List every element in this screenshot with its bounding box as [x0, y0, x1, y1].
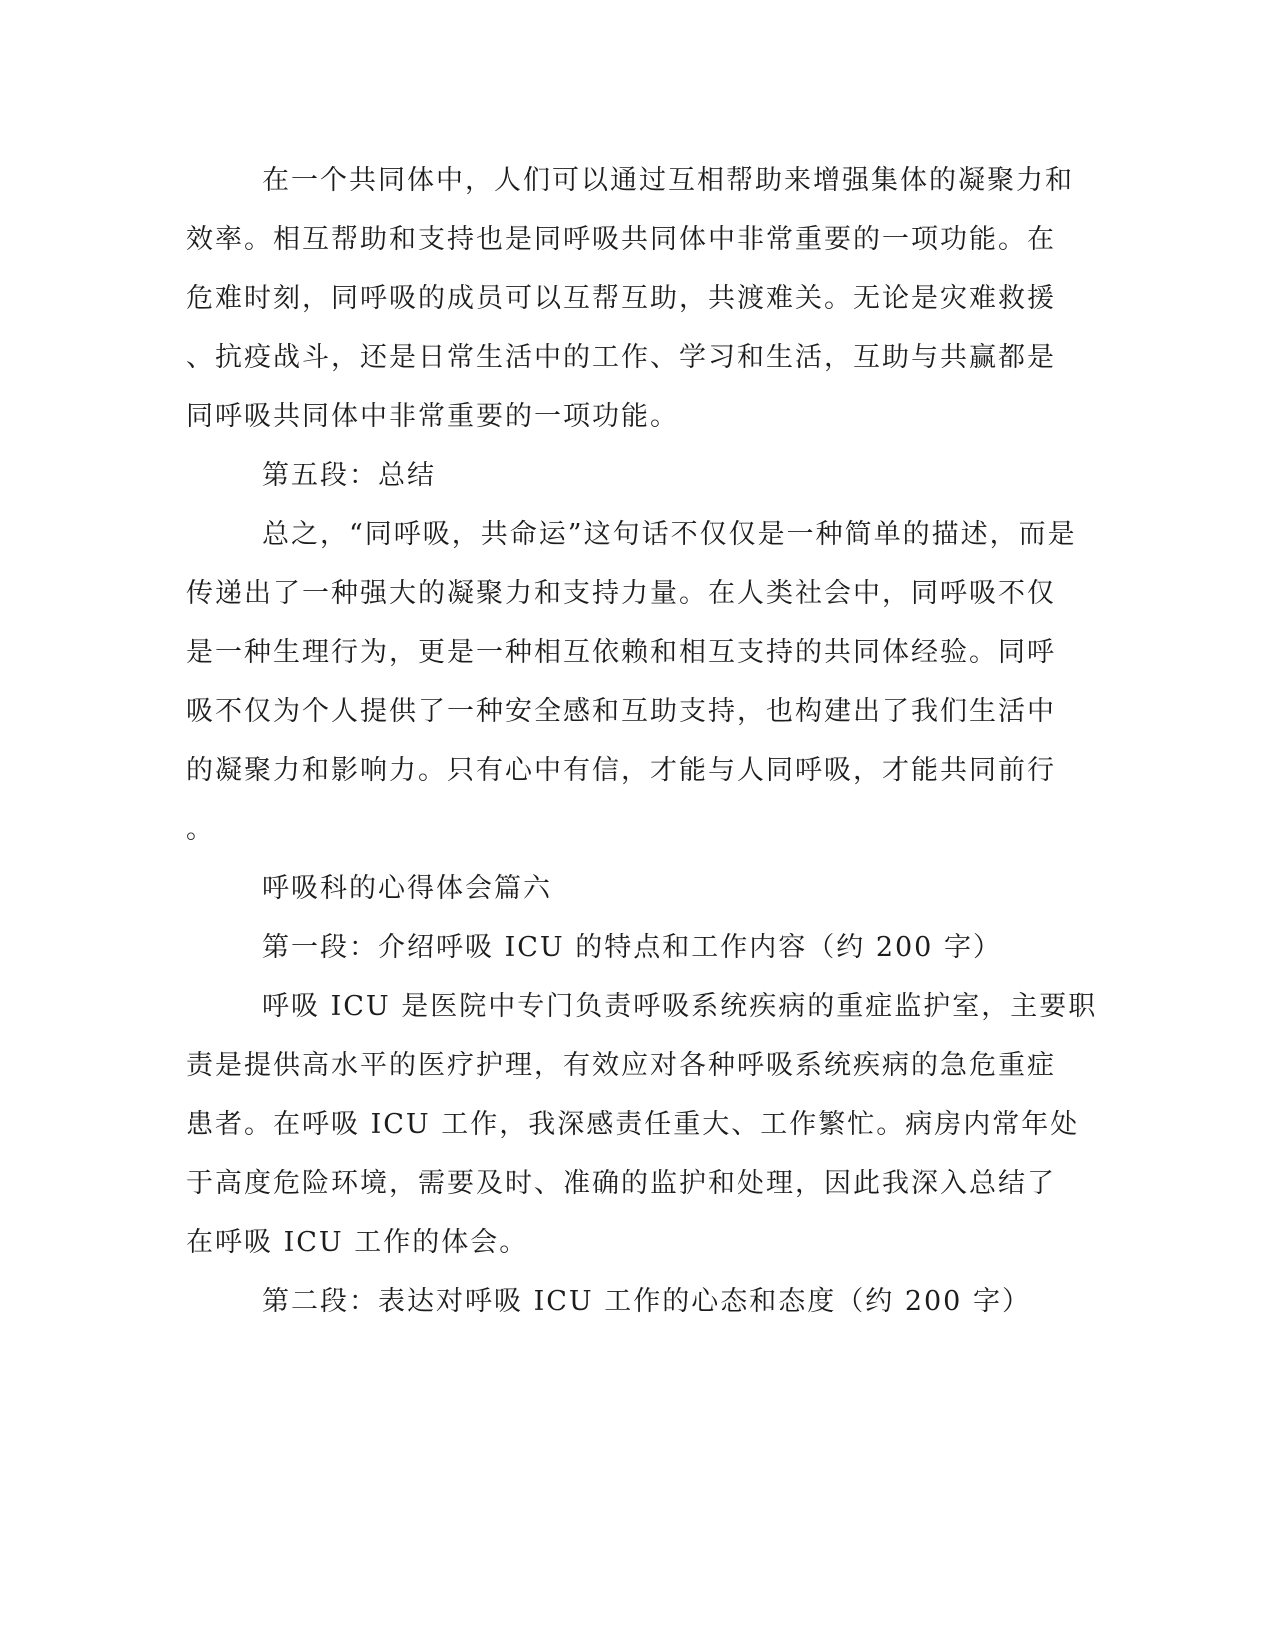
paragraph-line: 总之，“同呼吸，共命运”这句话不仅仅是一种简单的描述，而是 — [262, 519, 1077, 550]
paragraph-line: 呼吸 ICU 是医院中专门负责呼吸系统疾病的重症监护室，主要职 — [262, 991, 1098, 1022]
paragraph-line: 在呼吸 ICU 工作的体会。 — [186, 1227, 529, 1258]
paragraph-line: 效率。相互帮助和支持也是同呼吸共同体中非常重要的一项功能。在 — [186, 224, 1056, 255]
article-title: 呼吸科的心得体会篇六 — [262, 873, 552, 904]
paragraph-line: 责是提供高水平的医疗护理，有效应对各种呼吸系统疾病的急危重症 — [186, 1050, 1056, 1081]
section-heading: 第二段：表达对呼吸 ICU 工作的心态和态度（约 200 字） — [262, 1286, 1031, 1317]
paragraph-line: 危难时刻，同呼吸的成员可以互帮互助，共渡难关。无论是灾难救援 — [186, 283, 1056, 314]
paragraph-line: 同呼吸共同体中非常重要的一项功能。 — [186, 401, 679, 432]
paragraph-line: 。 — [186, 814, 215, 845]
paragraph-line: 的凝聚力和影响力。只有心中有信，才能与人同呼吸，才能共同前行 — [186, 755, 1056, 786]
paragraph-line: 是一种生理行为，更是一种相互依赖和相互支持的共同体经验。同呼 — [186, 637, 1056, 668]
section-heading: 第一段：介绍呼吸 ICU 的特点和工作内容（约 200 字） — [262, 932, 1002, 963]
paragraph-line: 于高度危险环境，需要及时、准确的监护和处理，因此我深入总结了 — [186, 1168, 1056, 1199]
paragraph-line: 在一个共同体中，人们可以通过互相帮助来增强集体的凝聚力和 — [262, 165, 1074, 196]
paragraph-line: 传递出了一种强大的凝聚力和支持力量。在人类社会中，同呼吸不仅 — [186, 578, 1056, 609]
section-heading: 第五段：总结 — [262, 460, 436, 491]
paragraph-line: 患者。在呼吸 ICU 工作，我深感责任重大、工作繁忙。病房内常年处 — [186, 1109, 1080, 1140]
paragraph-line: 、抗疫战斗，还是日常生活中的工作、学习和生活，互助与共赢都是 — [186, 342, 1056, 373]
paragraph-line: 吸不仅为个人提供了一种安全感和互助支持，也构建出了我们生活中 — [186, 696, 1056, 727]
